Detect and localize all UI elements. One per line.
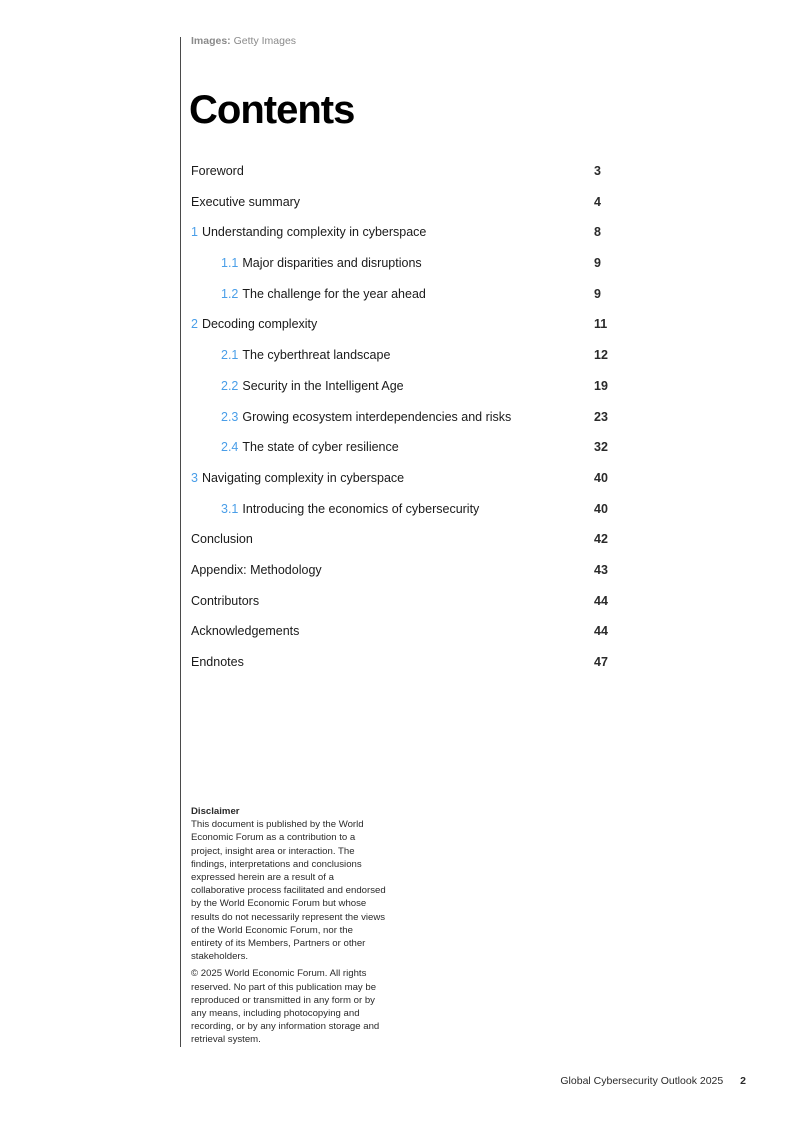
toc-page-number: 40 bbox=[594, 501, 608, 516]
toc-section-number: 3 bbox=[191, 470, 198, 485]
image-credit-label: Images: bbox=[191, 35, 231, 47]
table-of-contents bbox=[191, 162, 611, 684]
footer-title: Global Cybersecurity Outlook 2025 bbox=[560, 1075, 724, 1087]
toc-entry-title: Growing ecosystem interdependencies and risks bbox=[242, 409, 512, 424]
toc-entry-text bbox=[191, 471, 404, 485]
toc-entry[interactable] bbox=[191, 377, 611, 408]
toc-entry-title: Appendix: Methodology bbox=[191, 562, 322, 577]
toc-entry-text bbox=[191, 655, 244, 669]
toc-entry-title: Major disparities and disruptions bbox=[242, 256, 422, 271]
toc-entry-text bbox=[191, 317, 317, 331]
left-rule bbox=[180, 37, 181, 1047]
toc-section-number: 1 bbox=[191, 225, 198, 240]
toc-entry[interactable] bbox=[191, 223, 611, 254]
toc-entry-title: The cyberthreat landscape bbox=[242, 348, 391, 363]
toc-page-number: 19 bbox=[594, 378, 608, 393]
image-credit bbox=[191, 35, 296, 47]
toc-section-number: 1.2 bbox=[221, 286, 239, 301]
toc-entry-title: Endnotes bbox=[191, 655, 244, 669]
toc-entry[interactable] bbox=[191, 653, 611, 684]
toc-entry[interactable] bbox=[191, 193, 611, 224]
toc-entry-title: Acknowledgements bbox=[191, 624, 300, 639]
toc-entry[interactable] bbox=[191, 438, 611, 469]
toc-entry-text bbox=[191, 594, 259, 608]
toc-page-number: 9 bbox=[594, 256, 601, 271]
toc-entry-text bbox=[191, 379, 404, 393]
toc-section-number: 2.3 bbox=[221, 409, 239, 424]
toc-entry-title: Security in the Intelligent Age bbox=[242, 378, 404, 393]
copyright-notice: © 2025 World Economic Forum. All rights reserved. No part of this publication may be reproduced or transmitted in any form or by any means, including photocopying and recording, or by any information storage and retrieval system. bbox=[191, 968, 380, 1046]
toc-section-number: 3.1 bbox=[221, 501, 239, 516]
toc-entry-text bbox=[191, 287, 426, 301]
toc-entry-text bbox=[191, 164, 244, 178]
toc-entry-text bbox=[191, 440, 399, 454]
toc-page-number: 44 bbox=[594, 624, 608, 639]
toc-entry-text bbox=[191, 410, 511, 424]
toc-entry-title: Decoding complexity bbox=[201, 317, 318, 332]
toc-page-number: 23 bbox=[594, 409, 608, 424]
toc-page-number: 8 bbox=[594, 225, 601, 240]
toc-page-number: 4 bbox=[594, 194, 601, 209]
disclaimer bbox=[191, 805, 386, 1051]
toc-entry-title: Introducing the economics of cybersecurity bbox=[242, 501, 480, 516]
toc-entry-text bbox=[191, 195, 300, 209]
toc-page-number: 43 bbox=[594, 562, 608, 577]
toc-entry-title: The state of cyber resilience bbox=[242, 440, 399, 455]
toc-page-number: 9 bbox=[594, 286, 601, 301]
toc-entry-text bbox=[191, 256, 422, 270]
toc-entry[interactable] bbox=[191, 592, 611, 623]
toc-page-number: 12 bbox=[594, 348, 608, 363]
toc-page-number: 11 bbox=[594, 317, 608, 332]
toc-entry-title: The challenge for the year ahead bbox=[242, 286, 426, 301]
toc-entry[interactable] bbox=[191, 285, 611, 316]
toc-entry[interactable] bbox=[191, 469, 611, 500]
image-credit-source: Getty Images bbox=[233, 35, 297, 47]
toc-entry-text bbox=[191, 225, 426, 239]
toc-entry[interactable] bbox=[191, 561, 611, 592]
toc-page-number: 40 bbox=[594, 470, 608, 485]
toc-entry-text bbox=[191, 532, 253, 546]
toc-entry-text bbox=[191, 348, 390, 362]
toc-section-number: 2.2 bbox=[221, 378, 239, 393]
toc-section-number: 2.1 bbox=[221, 348, 239, 363]
toc-entry-text bbox=[191, 502, 479, 516]
toc-page-number: 47 bbox=[594, 655, 608, 669]
toc-entry[interactable] bbox=[191, 162, 611, 193]
toc-entry[interactable] bbox=[191, 315, 611, 346]
toc-entry[interactable] bbox=[191, 622, 611, 653]
toc-section-number: 2 bbox=[191, 317, 198, 332]
toc-section-number: 2.4 bbox=[221, 440, 239, 455]
page-footer bbox=[560, 1075, 746, 1087]
toc-entry-title: Foreword bbox=[191, 164, 244, 178]
toc-entry-title: Navigating complexity in cyberspace bbox=[201, 470, 405, 485]
toc-entry[interactable] bbox=[191, 500, 611, 531]
toc-entry-text bbox=[191, 563, 322, 577]
toc-page-number: 42 bbox=[594, 532, 608, 547]
toc-page-number: 3 bbox=[594, 164, 601, 178]
disclaimer-body: This document is published by the World Economic Forum as a contribution to a project, insight area or interaction. The findings, interpretations and conclusions expressed herein are a result of a collaborative process facilitated and endorsed by the World Economic Forum but whose results do not necessarily represent the views of the World Economic Forum, nor the entirety of its Members, Partners or other stakeholders. bbox=[191, 819, 386, 963]
toc-entry[interactable] bbox=[191, 346, 611, 377]
toc-section-number: 1.1 bbox=[221, 256, 239, 271]
footer-page-number: 2 bbox=[740, 1075, 746, 1087]
disclaimer-heading: Disclaimer bbox=[191, 806, 240, 817]
toc-page-number: 44 bbox=[594, 593, 608, 608]
toc-entry[interactable] bbox=[191, 408, 611, 439]
toc-entry-text bbox=[191, 624, 299, 638]
page-title: Contents bbox=[189, 88, 355, 132]
toc-entry[interactable] bbox=[191, 254, 611, 285]
toc-entry[interactable] bbox=[191, 530, 611, 561]
toc-entry-title: Understanding complexity in cyberspace bbox=[201, 225, 427, 240]
toc-page-number: 32 bbox=[594, 440, 608, 455]
toc-entry-title: Executive summary bbox=[191, 194, 301, 209]
toc-entry-title: Conclusion bbox=[191, 532, 253, 547]
toc-entry-title: Contributors bbox=[191, 593, 260, 608]
